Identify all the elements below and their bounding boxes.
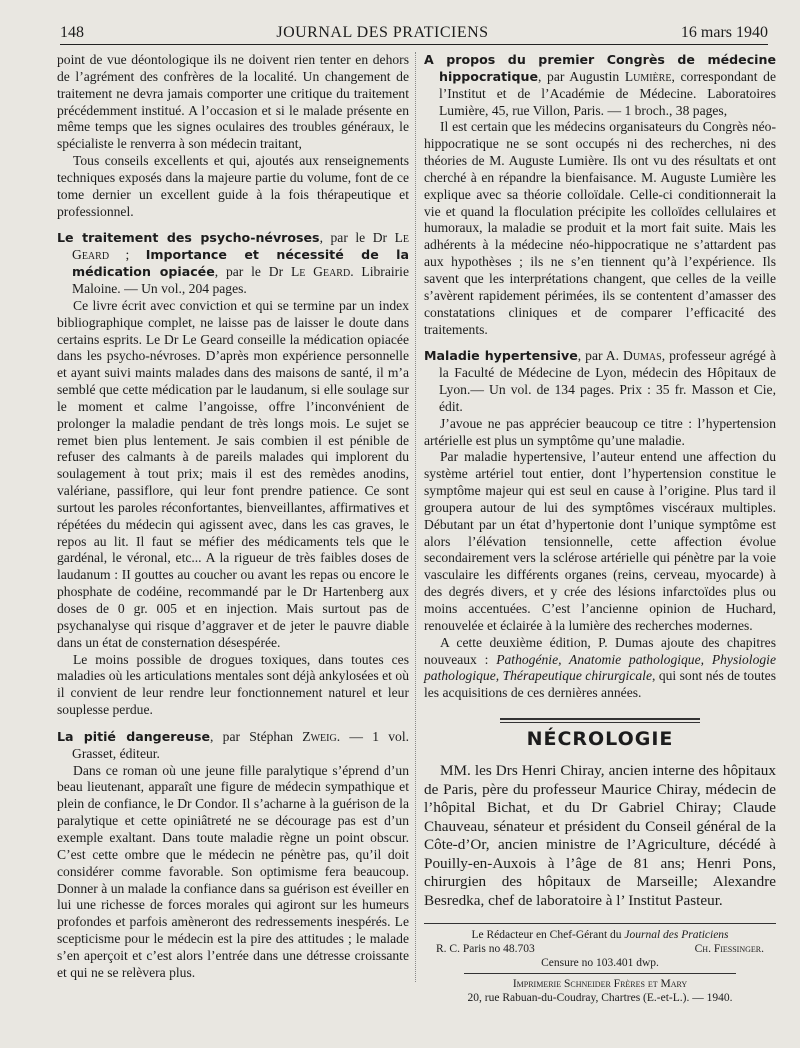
publisher-info: , correspondant de l’Institut et de l’Académie de Médecine. Laboratoires Lumière, 45, rue Villon, Paris. — 1 broch., 38 pages, xyxy=(439,68,776,118)
review-conclusion: Tous conseils excellents et qui, ajoutés aux renseignements techniques exposés dans la majeure partie du volume, font de ce tome dernier un excellent guide à la fois thérapeutique et professionnel. xyxy=(57,153,409,219)
review-paragraph: Il est certain que les médecins organisateurs du Congrès néo-hippocratique ne se sont occupés ni des recherches, ni des théories de M. Auguste Lumière. Ils ont vu des résultats et ont cherché à en répandre la bienfaisance. M. Auguste Lumière les explique avec sa théorie colloïdale. Celle-ci conditionnerait la vie et quand la floculation précipite les colloïdes cellulaires et humoraux, la maladie se produit et la mort fait suite. Mais les adhérents à la médecine néo-hippocratique ne s’attardent pas aux hypothèses ; ils ne s’en tiennent qu’à l’expérience. Ils savent que les interprétations changent, que celles de la veille s’avèrent rapidement périmées, ils se contentent d’amasser des constatations cliniques et de comparer l’efficacité des traitements. xyxy=(424,119,776,337)
page-header xyxy=(60,20,768,42)
publisher-info: , professeur agrégé à la Faculté de Médecine de Lyon, médecin des Hôpitaux de Lyon.— Un vol. de 134 pages. Prix : 35 fr. Masson et Cie, édit. xyxy=(439,348,777,414)
section-divider xyxy=(500,718,700,723)
necrologie-text: MM. les Drs Henri Chiray, ancien interne des hôpitaux de Paris, père du professeur Maurice Chiray, médecin de l’hôpital Bichat, et du Dr Gabriel Chiray; Claude Chauveau, sénateur et président du Conseil général de la Côte-d’Or, ancien ministre de l’Agriculture, décédé à Pouilly-en-Auxois à l’âge de 81 ans; Henri Pons, chirurgien des hôpitaux de Marseille; Alexandre Besredka, chef de laboratoire à l’ Institut Pasteur. xyxy=(424,761,776,910)
book-subtitle: Importance et nécessité de la médication opiacée xyxy=(72,247,409,280)
review-heading: La pitié dangereuse, par Stéphan Zweig. — 1 vol. Grasset, éditeur. xyxy=(57,728,409,761)
publisher-info: . Librairie Maloine. — Un vol., 204 pages. xyxy=(72,264,409,296)
registration-line xyxy=(424,942,776,956)
book-title: Le traitement des psycho-névroses xyxy=(57,230,320,246)
header-rule xyxy=(60,44,768,45)
journal-title: JOURNAL DES PRATICIENS xyxy=(276,24,489,41)
censure-line: Censure no 103.401 dwp. xyxy=(541,956,659,969)
review-psycho-nevroses xyxy=(57,230,409,718)
printer-name: Imprimerie Schneider Frères et Mary xyxy=(512,977,688,990)
printer-address: 20, rue Rabuan-du-Coudray, Chartres (E.-et-L.). — 1940. xyxy=(467,991,733,1004)
book-title: A propos du premier Congrès de médecine hippocratique xyxy=(424,52,776,84)
book-title: La pitié dangereuse xyxy=(57,728,210,744)
author-name: Lumière xyxy=(624,68,672,84)
author-name: Le Geard xyxy=(72,230,409,263)
issue-date: 16 mars 1940 xyxy=(680,24,768,41)
editor-name: Ch. Fiessinger. xyxy=(694,942,764,955)
review-heading: A propos du premier Congrès de médecine hippocratique, par Augustin Lumière, correspondant de l’Institut et de l’Académie de Médecine. Laboratoires Lumière, 45, rue Villon, Paris. — 1 broch., 38 pages, xyxy=(424,52,776,118)
book-title: Maladie hypertensive xyxy=(424,348,578,364)
footer-rule xyxy=(464,973,736,974)
column-separator xyxy=(415,52,416,982)
review-pitie-dangereuse xyxy=(57,729,409,982)
author-name: Le Geard xyxy=(290,264,351,280)
rc-number: R. C. Paris no 48.703 xyxy=(436,942,535,955)
review-paragraph: J’avoue ne pas apprécier beaucoup ce titre : l’hypertension artérielle est plus un symptôme qu’une maladie. xyxy=(424,415,776,448)
left-column xyxy=(57,52,409,982)
author-name: Dumas xyxy=(623,348,662,364)
review-paragraph: Dans ce roman où une jeune fille paralytique s’éprend d’un beau lieutenant, apparaît une figure de médecin sympathique et plein de confiance, le Dr Condor. Il s’acharne à la guérison de la paralytique et cette opiniâtreté ne se décourage pas est d’un exemple exaltant. Dans toute maladie règne un point obscur. C’est cette ombre que le médecin ne pénètre pas, qu’il doit considérer comme favorable. Son optimisme fera beaucoup. Donner à un malade la confiance dans sa guérison est éveiller en lui une richesse de forces morales qui agiront sur les humeurs profondes et parfois amèneront des redressements inespérés. Le scepticisme pour le médecin est la pire des attitudes ; le malade s’en aperçoit et c’est alors l’entrée dans une détresse croissante et qui ne se relèvera plus. xyxy=(57,762,409,980)
review-paragraph: A cette deuxième édition, P. Dumas ajoute des chapitres nouveaux : Pathogénie, Anatomie pathologique, Physiologie pathologique, Thérapeutique chirurgicale, qui sont nés de toutes les acquisitions de ces dernières années. xyxy=(424,634,776,701)
review-continuation: point de vue déontologique ils ne doivent rien tenter en dehors de l’agrément des confrères de la localité. Un changement de traitement ne devra jamais comporter une critique du traitement précédemment institué. A l’occasion et si le malade présente en même temps que les signes oculaires des troubles généraux, le spécialiste le renverra à son médecin traitant, xyxy=(57,52,409,152)
review-paragraph: Le moins possible de drogues toxiques, dans toutes ces maladies où les articulations mentales sont déjà ankylosées et où il convient de leur rendre leur fonctionnement naturel et leur souplesse perdue. xyxy=(57,651,409,718)
review-paragraph: Ce livre écrit avec conviction et qui se termine par un index bibliographique complet, ne laisse pas de laisser le doute dans certains esprits. Le Dr Le Geard conseille la médication opiacée dans les psycho-névroses. D’après mon expérience personnelle et ayant suivi maints malades dans des maisons de santé, il m’a semblé que cette médication par le laudanum, si elle soulage sur le moment et calme l’angoisse, offre l’inconvénient de prolonger la maladie pendant de très longs mois. Le sujet se remet bien plus lentement. Je sais combien il est pénible de refuser des calmants à de pareils malades qui implorent du soulagement à tout prix; mais il est des remèdes anodins, valériane, passiflore, qui leur font prendre patience. Ce sont surtout les paroles réconfortantes, bienveillantes, affirmatives et répétées du médecin qui agissent avec, dans les cas graves, le repos au lit. Il faut se méfier des médicaments tels que le gardénal, le véronal, etc... A la rigueur de très faibles doses de laudanum : II gouttes au coucher ou avant les repas ou encore le phosphate de codéine, recommandé par le Dr Hartenberg aux doses de 0 gr. 005 et en injection. Mais surtout pas de psychanalyse qui risque d’aggraver et de jeter le pauvre diable dans un état de consternation désespérée. xyxy=(57,297,409,650)
imprint-footer xyxy=(424,923,776,1005)
right-column xyxy=(424,52,776,1005)
review-maladie-hypertensive xyxy=(424,348,776,702)
review-heading: Maladie hypertensive, par A. Dumas, professeur agrégé à la Faculté de Médecine de Lyon, médecin des Hôpitaux de Lyon.— Un vol. de 134 pages. Prix : 35 fr. Masson et Cie, édit. xyxy=(424,348,777,414)
publisher-info: . — 1 vol. Grasset, éditeur. xyxy=(72,728,409,761)
review-heading: Le traitement des psycho-névroses, par le Dr Le Geard ; Importance et nécessité de la médication opiacée, par le Dr Le Geard. Librairie Maloine. — Un vol., 204 pages. xyxy=(57,230,409,296)
review-paragraph: Par maladie hypertensive, l’auteur entend une affection du système artériel tout entier, dont l’hypertension constitue le symptôme majeur qui est seul en cause à l’origine. Plus tard il groupera autour de lui des symptômes viscéraux multiples. Débutant par un état d’hypertonie dont l’unique symptôme est alors l’élévation tensionnelle, cette affection évolue secondairement vers la sclérose artérielle qui pénètre par la voie vasculaire les différents organes (reins, cerveau, myocarde) à des degrés divers, et y crée des lésions infarctoïdes plus ou moins accentuées. C’est l’ancienne opinion de Huchard, renouvelée et éclairée à la lumière des recherches modernes. xyxy=(424,449,776,633)
review-congres-hippocratique xyxy=(424,52,776,338)
necrologie-heading: NÉCROLOGIE xyxy=(526,728,674,751)
editor-line: Le Rédacteur en Chef-Gérant du Journal des Praticiens xyxy=(471,928,729,941)
author-name: Zweig xyxy=(302,728,337,744)
page-number: 148 xyxy=(60,24,84,41)
chapter-list: Pathogénie, Anatomie pathologique, Physiologie pathologique, Thérapeutique chirurgicale xyxy=(424,651,776,684)
